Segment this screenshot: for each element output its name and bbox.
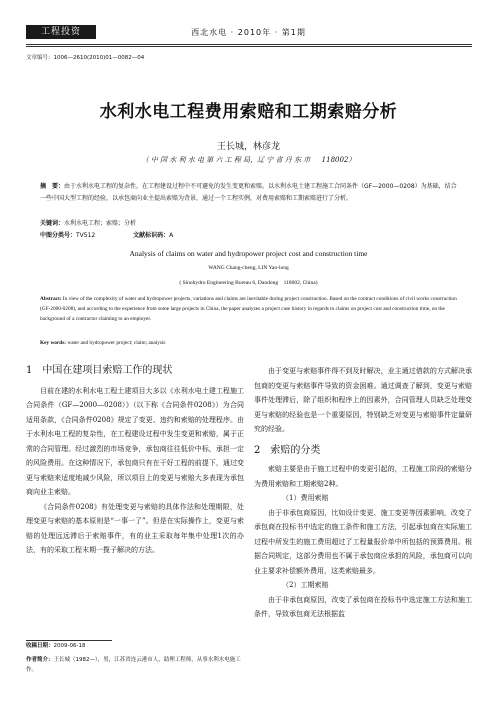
keywords-text: 水利水电工程；索赔；分析 [64, 220, 137, 227]
header-rule-thin [26, 46, 472, 47]
right-paragraph-4: 由于非承包商原因，改变了承包商在投标书中选定施工方法和施工条件，导致承包商无法根据监 [254, 595, 472, 618]
bio-line [26, 655, 244, 675]
english-keywords [40, 338, 460, 348]
keywords-cn [40, 218, 460, 230]
english-abstract [40, 294, 460, 324]
paper-title: 水利水电工程费用索赔和工期索赔分析 [99, 102, 398, 122]
right-paragraph-2: 索赔主要是由于施工过程中的变更引起的，工程施工阶段的索赔分为费用索赔和工期索赔2种。 [254, 465, 472, 488]
clc-value: TV512 [76, 232, 96, 239]
left-column [26, 364, 244, 558]
english-keywords-text: water and hydropower project; claim; analysis [67, 340, 166, 346]
subheading-time-claim: （2）工期索赔 [282, 581, 329, 589]
right-paragraph-3: 由于非承包商原因，比如设计变更、施工变更等因素影响，改变了承包商在投标书中选定的施工条件和施工方法，引起承包商在实际施工过程中所发生的施工费用超过了工程量报价单中所包括的预算费用。根据合同规定，这部分费用也不属于承包商应承担的风险，承包商可以向业主要求补偿额外费用，这类索赔最多。 [254, 508, 472, 575]
received-line [26, 641, 244, 651]
abstract-label: 摘 要： [40, 183, 65, 190]
bio-text: 王长城（1982—），男，江苏省连云港市人，助理工程师，从事水利水电施工作。 [26, 657, 241, 673]
affiliation: （ 中 国 水 利 水 电 第 六 工 程 局，辽 宁 省 丹 东 市 118002） [141, 156, 356, 164]
section-tag: 工程投资 [26, 25, 96, 39]
clc-label: 中图分类号： [40, 232, 77, 239]
english-abstract-text: In view of the complexity of water and hydropower projects, variations and claims are inevitable during project construction. Based on the contract conditions of civil works construction (GF-2000-0208), and according to the experience from some large projects in China, the paper analyzes a project case history in regards to claims on project cost and construction time, on the background of a contractor claiming to an employer. [40, 296, 457, 322]
received-label: 收稿日期： [26, 643, 54, 649]
english-keywords-label: Key words: [40, 340, 67, 346]
bio-label: 作者简介： [26, 657, 54, 663]
abstract-cn [40, 181, 460, 204]
footnote [26, 641, 244, 675]
english-affiliation: ( Sinohydro Engineering Bureau 6, Dandong 118002, China) [179, 280, 318, 286]
abstract-text: 由于水利水电工程的复杂性，在工程建设过程中不可避免的发生变更和索赔。以水利水电土建工程施工合同条件（GF—2000—0208）为基础，结合一些中国大型工程的经验，以承包商向业主提出索赔为背景，通过一个工程实例，对费用索赔和工期索赔进行了分析。 [40, 183, 457, 202]
classification-line [40, 230, 460, 242]
doc-label: 文献标识码： [133, 232, 170, 239]
section-2-title: 2 索赔的分类 [254, 444, 321, 456]
authors: 王长城，林彦龙 [216, 142, 280, 152]
received-date: 2009-06-18 [53, 643, 86, 649]
english-title: Analysis of claims on water and hydropower project cost and construction time [129, 249, 368, 258]
article-number: 文章编号：1006—2610(2010)01—0082—04 [26, 55, 145, 61]
doc-value: A [169, 232, 174, 239]
english-abstract-label: Abstract: [40, 296, 62, 302]
keywords-label: 关键词： [40, 220, 65, 227]
section-1-title: 1 中国在建项目索赔工作的现状 [26, 365, 173, 376]
subheading-cost-claim: （1）费用索赔 [282, 494, 329, 502]
header-rule [26, 44, 472, 45]
right-column [254, 364, 472, 622]
left-paragraph-1: 目前在建的水利水电工程土建项目大多以《水利水电土建工程施工合同条件（GF—2000—0208）》（以下称《合同条件0208》）为合同适用条款，《合同条件0208》规定了变更、违约和索赔的处理程序。由于水利水电工程的复杂性，在工程建设过程中发生变更和索赔，属于正常的合同管理。经过激烈的市场竞争，承包商往往低价中标，承担一定的风险费用。在这种情况下，承包商只有在干好工程的前提下，通过变更与索赔来适度地减少风险，所以项目上的变更与索赔大多表现为承包商向业主索赔。 [26, 386, 244, 496]
left-paragraph-2: 《合同条件0208》有处理变更与索赔的具体作法和处理期限，处理变更与索赔的基本原则是“一事一了”。但是在实际操作上，变更与索赔的处理远远滞后于索赔事件，有的业主采取每年集中处理1次的办法，有的采取工程末期一揽子解决的方法。 [26, 502, 244, 554]
journal-info: 西北水电 · 2010年 · 第1期 [191, 28, 306, 37]
right-paragraph-1: 由于变更与索赔事件得不到及时解决，业主通过借款的方式解决承包商的变更与索赔事件导致的资金困难。通过调查了解到，变更与索赔事件处理滞后，除了组织和程序上的因素外，合同管理人员缺乏处理变更与索赔的经验也是一个重要原因，特别缺乏对变更与索赔事件定量研究的经验。 [254, 367, 472, 433]
english-authors: WANG Chang-cheng, LIN Yan-long [208, 265, 289, 271]
